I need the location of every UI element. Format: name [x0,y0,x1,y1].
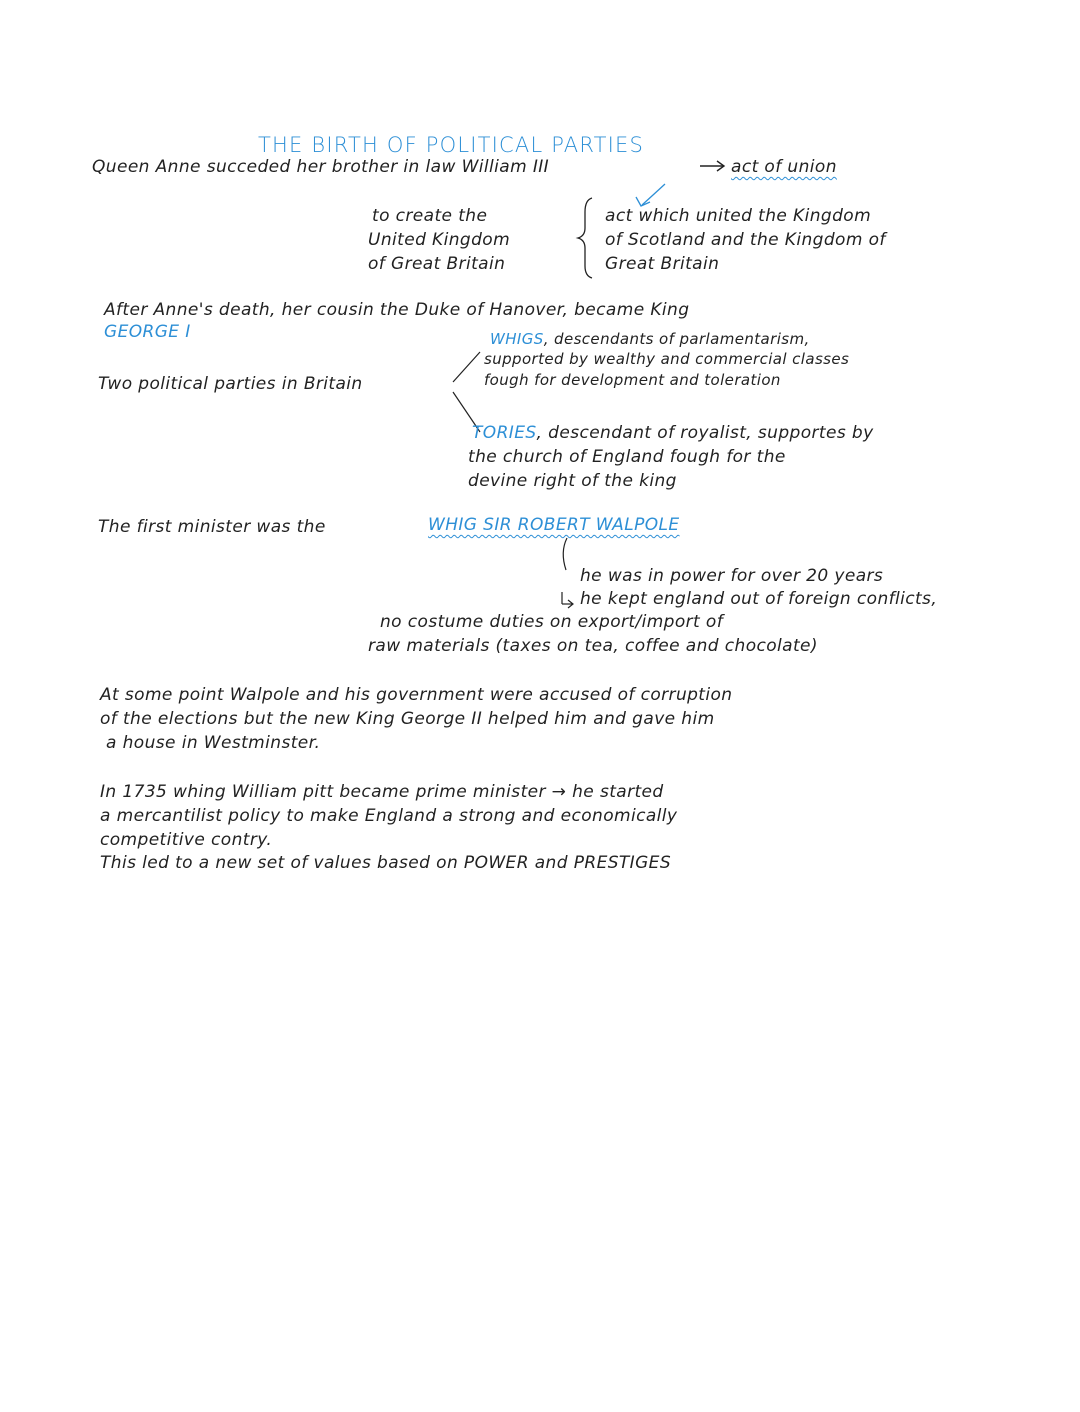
george-name: GEORGE I [104,322,191,342]
whigs-label: WHIGS [490,330,544,348]
pitt-line-1: In 1735 whing William pitt became prime minister → he started [100,782,664,802]
corruption-line-2: of the elections but the new King George II helped him and gave him [100,709,715,729]
act-of-union-label: act of union [731,157,837,177]
tories-line-1 [472,423,874,443]
tories-label: TORIES [472,423,537,443]
branch-up [453,352,480,382]
page-title: THE BIRTH OF POLITICAL PARTIES [258,133,645,157]
first-minister-line: The first minister was the [98,517,326,537]
tories-line-2: the church of England fough for the [468,447,786,467]
union-right-2: of Scotland and the Kingdom of [605,230,886,250]
brace [578,198,592,278]
tories-line-3: devine right of the king [468,471,677,491]
down-arrow [563,538,567,570]
whigs-line-3: fough for development and toleration [484,371,781,389]
walpole-note-1: he was in power for over 20 years [580,566,884,586]
whigs-desc-1: , descendants of parlamentarism, [543,330,810,348]
whigs-line-1 [490,330,810,348]
corruption-line-3: a house in Westminster. [106,733,321,753]
pitt-line-2: a mercantilist policy to make England a strong and economically [100,806,678,826]
walpole-note-3: no costume duties on export/import of [380,612,724,632]
walpole-name [428,515,680,535]
blue-arrow [642,184,665,205]
pitt-line-3: competitive contry. [100,830,273,850]
walpole-note-2: he kept england out of foreign conflicts, [580,589,938,609]
union-left-1: to create the [372,206,488,226]
george-line: After Anne's death, her cousin the Duke of Hanover, became King [104,300,690,320]
two-parties-line: Two political parties in Britain [98,374,363,394]
union-left-2: United Kingdom [368,230,511,250]
walpole-name-label: WHIG SIR ROBERT WALPOLE [428,515,680,535]
corruption-line-1: At some point Walpole and his government were accused of corruption [100,685,733,705]
union-right-1: act which united the Kingdom [605,206,872,226]
union-left-3: of Great Britain [368,254,506,274]
pitt-line-4: This led to a new set of values based on POWER and PRESTIGES [100,853,672,873]
whigs-line-2: supported by wealthy and commercial classes [484,350,850,368]
tories-desc-1: , descendant of royalist, supportes by [536,423,874,443]
anne-line: Queen Anne succeded her brother in law William III [92,157,550,177]
union-right-3: Great Britain [605,254,720,274]
walpole-note-4: raw materials (taxes on tea, coffee and chocolate) [368,636,818,656]
act-of-union [731,157,837,177]
